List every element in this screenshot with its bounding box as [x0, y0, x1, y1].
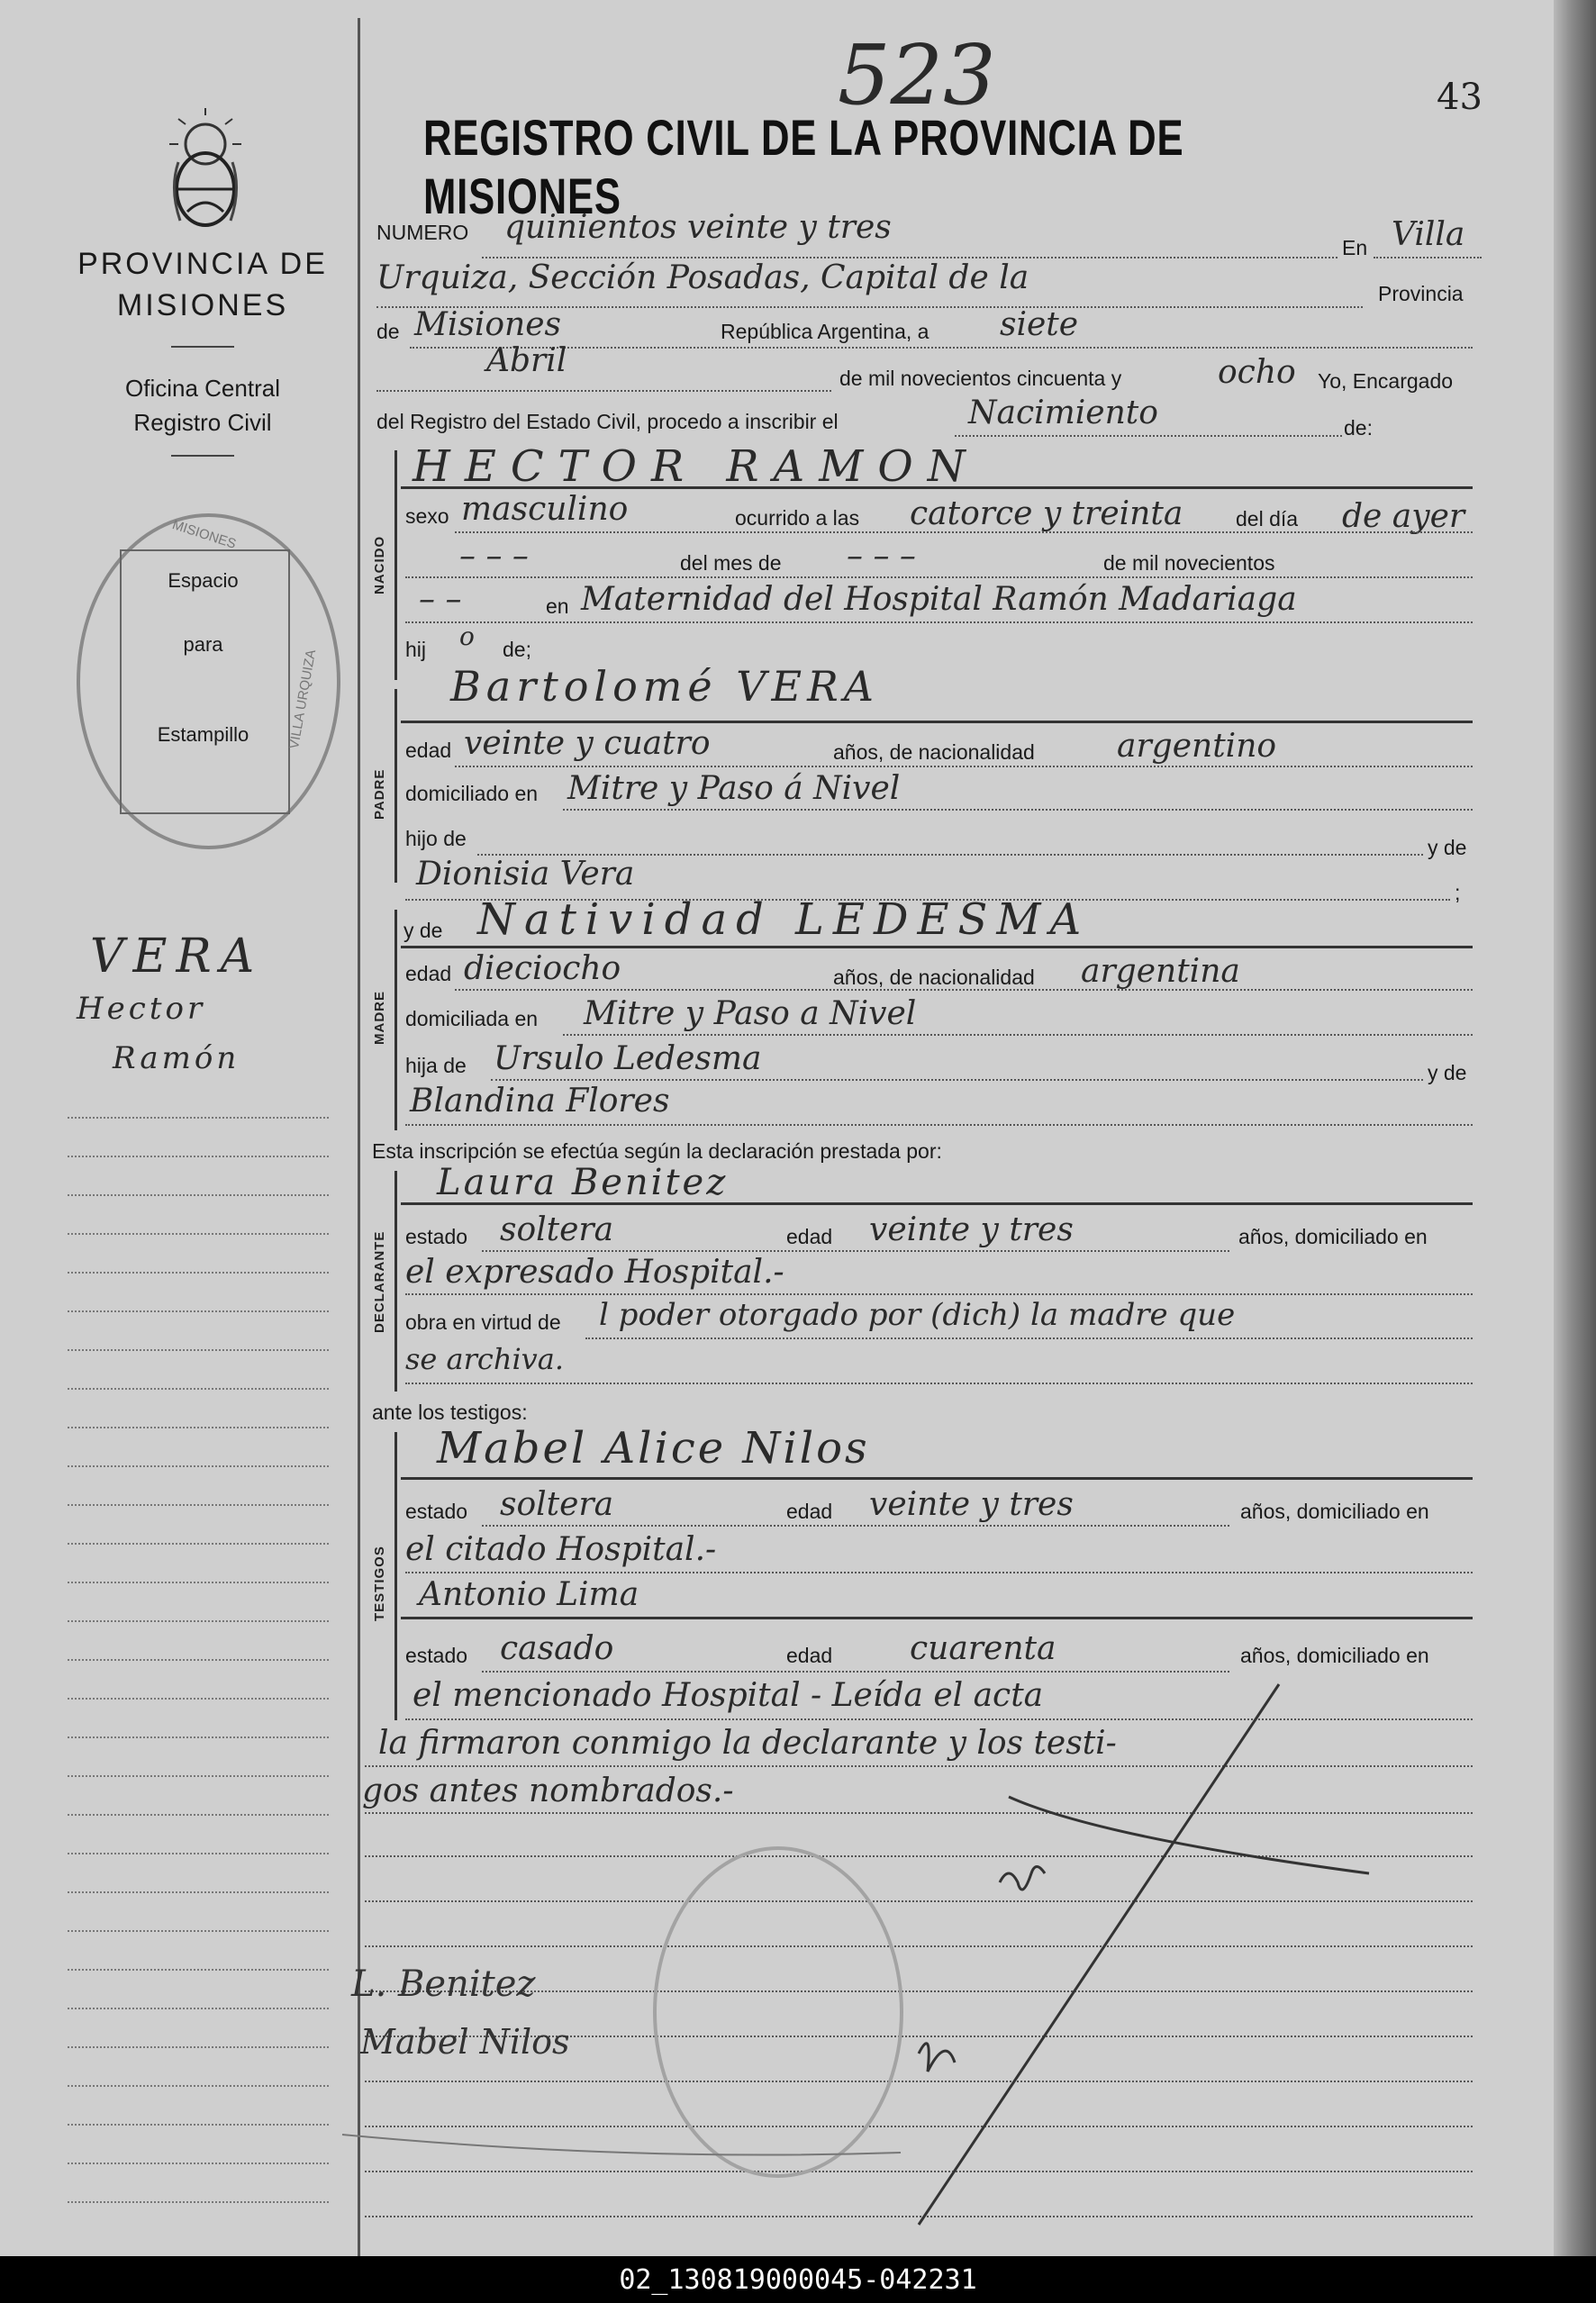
father-name-value: Bartolomé VERA: [450, 662, 879, 711]
declarante-domicilio-value: el expresado Hospital.-: [405, 1254, 784, 1291]
madre-hija-label: hija de: [405, 1054, 467, 1077]
madre-madre-value: Blandina Flores: [410, 1083, 670, 1120]
t1-estado-value: soltera: [500, 1486, 614, 1523]
t2-edad-value: cuarenta: [910, 1630, 1056, 1667]
scan-id-footer: [0, 2256, 1596, 2303]
closing-line-1: la firmaron conmigo la declarante y los testi-: [378, 1725, 1117, 1762]
t2-estado-label: estado: [405, 1644, 468, 1667]
sexo-label: sexo: [405, 504, 449, 528]
mes-label: del mes de: [680, 551, 782, 575]
office-line-1: Oficina Central: [125, 375, 280, 402]
padre-section-label: PADRE: [372, 768, 387, 820]
provincia-label: Provincia: [1378, 282, 1464, 305]
acto-value: Nacimiento: [968, 394, 1158, 431]
madre-y-de-label: y de: [404, 919, 443, 942]
padre-edad-label: edad: [405, 739, 452, 762]
t1-anos-label: años, domiciliado en: [1240, 1500, 1429, 1523]
signature-declarante: L. Benitez: [351, 1963, 536, 2005]
madre-y-de2-label: y de: [1428, 1061, 1467, 1084]
month-value: Abril: [486, 342, 567, 379]
lugar-value: Maternidad del Hospital Ramón Madariaga: [581, 581, 1297, 618]
t2-domicilio-value: el mencionado Hospital - Leída el acta: [413, 1677, 1044, 1714]
margin-surname: VERA: [90, 929, 264, 984]
obra-value-2: se archiva.: [405, 1342, 564, 1376]
dia-value: de ayer: [1342, 498, 1465, 535]
t2-edad-label: edad: [786, 1644, 833, 1667]
declarante-edad-label: edad: [786, 1225, 833, 1248]
year-label: de mil novecientos cincuenta y: [839, 367, 1122, 390]
encargado-label: Yo, Encargado: [1318, 369, 1454, 393]
margin-first-name: Hector: [77, 991, 206, 1027]
mother-name-value: Natividad LEDESMA: [477, 894, 1091, 945]
en-lugar-label: en: [546, 594, 569, 618]
padre-edad-value: veinte y cuatro: [464, 725, 711, 762]
locality-value: Urquiza, Sección Posadas, Capital de la: [376, 259, 1029, 296]
margin-second-name: Ramón: [113, 1040, 240, 1076]
padre-semicolon: ;: [1455, 881, 1461, 904]
closing-line-2: gos antes nombrados.-: [362, 1773, 734, 1809]
en-value: Villa: [1392, 216, 1465, 253]
en-label: En: [1342, 236, 1368, 259]
madre-domicilio-label: domiciliada en: [405, 1007, 539, 1030]
dashes-1: – – –: [459, 538, 529, 575]
year-value: ocho: [1218, 354, 1296, 391]
declarante-estado-label: estado: [405, 1225, 468, 1248]
de-value: Misiones: [414, 306, 562, 343]
stamp-space-label-1: Espacio: [168, 569, 239, 592]
declaracion-intro: Esta inscripción se efectúa según la declaración prestada por:: [372, 1139, 942, 1163]
dashes-2: – – –: [847, 538, 916, 575]
day-value: siete: [1000, 306, 1079, 343]
nacido-section-label: NACIDO: [372, 535, 387, 594]
stamp-space-label-2: para: [183, 633, 223, 656]
t1-edad-value: veinte y tres: [869, 1486, 1074, 1523]
testigo1-name-value: Mabel Alice Nilos: [437, 1423, 870, 1473]
madre-section-label: MADRE: [372, 991, 387, 1045]
stamp-space-label-3: Estampillo: [157, 723, 249, 746]
dia-label: del día: [1236, 507, 1299, 530]
madre-domicilio-value: Mitre y Paso a Nivel: [584, 995, 917, 1032]
padre-madre-value: Dionisia Vera: [416, 856, 635, 893]
hij-label: hij: [405, 638, 427, 661]
obra-value: l poder otorgado por (dich) la madre que: [599, 1297, 1236, 1333]
dashes-3: – –: [419, 581, 462, 618]
book-page-edge: [1554, 0, 1596, 2256]
de-label: de: [376, 320, 400, 343]
padre-hijo-label: hijo de: [405, 827, 467, 850]
t2-estado-value: casado: [500, 1630, 614, 1667]
declarante-estado-value: soltera: [500, 1211, 614, 1248]
declarante-name-value: Laura Benitez: [437, 1162, 729, 1203]
ocurrido-label: ocurrido a las: [735, 506, 860, 530]
republica-label: República Argentina, a: [721, 320, 929, 343]
madre-edad-label: edad: [405, 962, 452, 985]
seal-ring-text: MISIONES: [170, 517, 239, 552]
padre-nacionalidad-value: argentino: [1117, 728, 1277, 765]
office-line-2: Registro Civil: [133, 409, 272, 436]
testigos-intro: ante los testigos:: [372, 1401, 528, 1424]
t1-edad-label: edad: [786, 1500, 833, 1523]
registro-label: del Registro del Estado Civil, procedo a inscribir el: [376, 410, 839, 433]
de-semicolon-label: de;: [503, 638, 531, 661]
signature-testigo: Mabel Nilos: [360, 2022, 570, 2062]
seal-ring-text-2: VILLA URQUIZA: [286, 648, 320, 750]
numero-label: NUMERO: [376, 221, 469, 244]
padre-domicilio-value: Mitre y Paso á Nivel: [567, 770, 901, 807]
madre-nacionalidad-value: argentina: [1081, 953, 1240, 990]
child-name-value: HECTOR RAMON: [413, 441, 980, 492]
declarante-edad-value: veinte y tres: [869, 1211, 1074, 1248]
padre-domicilio-label: domiciliado en: [405, 782, 539, 805]
madre-nacionalidad-label: años, de nacionalidad: [833, 966, 1035, 989]
declarante-section-label: DECLARANTE: [372, 1230, 387, 1333]
madre-edad-value: dieciocho: [464, 950, 621, 987]
hij-value: o: [459, 621, 475, 651]
t2-anos-label: años, domiciliado en: [1240, 1644, 1429, 1667]
document-title: REGISTRO CIVIL DE LA PROVINCIA DE MISIONES: [423, 109, 1184, 224]
t1-estado-label: estado: [405, 1500, 468, 1523]
hora-value: catorce y treinta: [910, 495, 1183, 532]
sexo-value: masculino: [461, 491, 629, 528]
page-number: 43: [1437, 77, 1483, 118]
numero-value: quinientos veinte y tres: [504, 209, 892, 246]
testigo2-name-value: Antonio Lima: [419, 1576, 639, 1613]
sidebar-province: PROVINCIA DE MISIONES: [77, 247, 328, 322]
scan-id-text: 02_130819000045-042231: [619, 2263, 977, 2296]
padre-y-de-label: y de: [1428, 836, 1467, 859]
mil-label: de mil novecientos: [1103, 551, 1275, 575]
obra-label: obra en virtud de: [405, 1310, 561, 1334]
padre-nacionalidad-label: años, de nacionalidad: [833, 740, 1035, 764]
madre-padre-value: Ursulo Ledesma: [494, 1040, 762, 1077]
stamped-record-number: 523: [838, 27, 996, 123]
declarante-anos-label: años, domiciliado en: [1238, 1225, 1428, 1248]
testigos-section-label: TESTIGOS: [372, 1546, 387, 1621]
t1-domicilio-value: el citado Hospital.-: [405, 1531, 717, 1568]
de2-label: de:: [1344, 416, 1373, 440]
